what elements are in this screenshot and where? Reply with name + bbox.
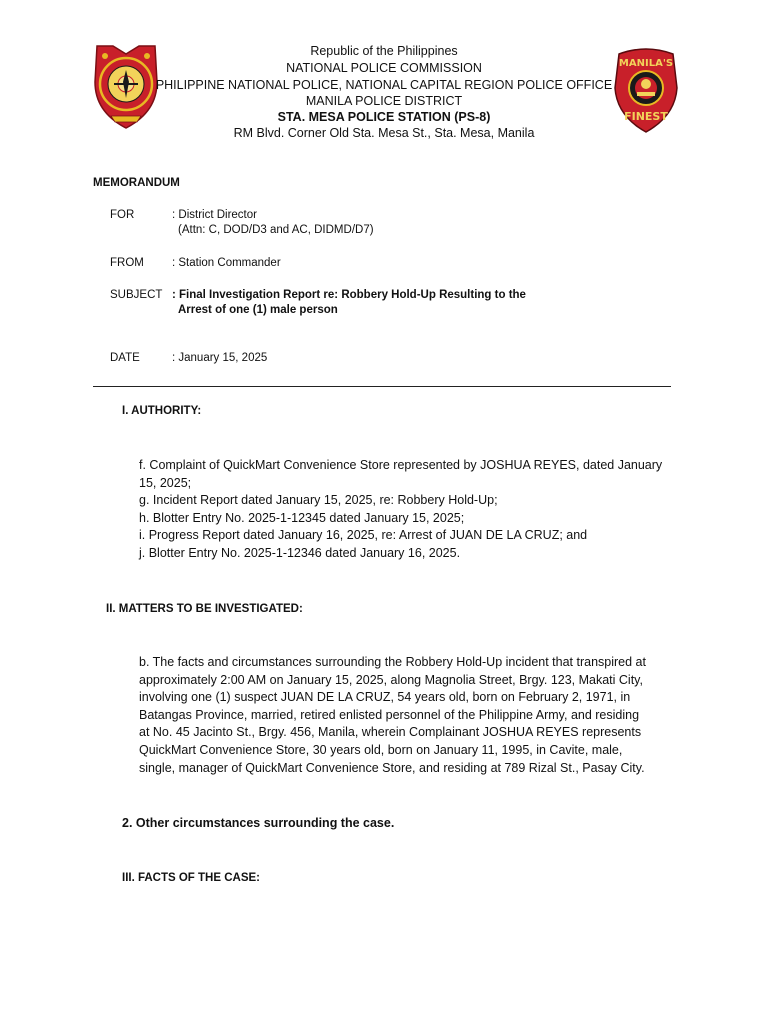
- matters-line: Batangas Province, married, retired enlisted personnel of the Philippine Army, and residing: [139, 707, 640, 722]
- matters-line: involving one (1) suspect JUAN DE LA CRUZ, 54 years old, born on February 2, 1971, in: [139, 690, 631, 705]
- right-logo-text-top: MANILA'S: [618, 58, 674, 69]
- header-line-mpd: MANILA POLICE DISTRICT: [305, 94, 463, 108]
- header-line-republic: Republic of the Philippines: [310, 44, 458, 58]
- subject-line-1: : Final Investigation Report re: Robbery Hold-Up Resulting to the: [172, 289, 526, 301]
- matters-line: QuickMart Convenience Store, 30 years old, born on January 11, 1995, in Cavite, male,: [139, 742, 623, 757]
- authority-list: [139, 457, 679, 563]
- header-line-napolcom: NATIONAL POLICE COMMISSION: [286, 61, 482, 75]
- authority-line: j. Blotter Entry No. 2025-1-12346 dated January 16, 2025.: [139, 545, 461, 560]
- authority-line: 15, 2025;: [139, 475, 192, 490]
- facts-heading: III. FACTS OF THE CASE:: [122, 872, 261, 884]
- date-value: : January 15, 2025: [172, 352, 268, 364]
- header-line-address: RM Blvd. Corner Old Sta. Mesa St., Sta. Mesa, Manila: [233, 126, 535, 140]
- subject-label: SUBJECT: [110, 289, 163, 301]
- matters-line: approximately 2:00 AM on January 15, 2025, along Magnolia Street, Brgy. 123, Makati City,: [139, 672, 643, 687]
- authority-line: h. Blotter Entry No. 2025-1-12345 dated January 15, 2025;: [139, 510, 465, 525]
- for-attn: (Attn: C, DOD/D3 and AC, DIDMD/D7): [178, 224, 374, 236]
- from-label: FROM: [110, 257, 144, 269]
- authority-line: f. Complaint of QuickMart Convenience Store represented by JOSHUA REYES, dated January: [139, 458, 663, 472]
- matters-heading: II. MATTERS TO BE INVESTIGATED:: [106, 603, 303, 615]
- from-value: : Station Commander: [172, 257, 281, 269]
- matters-paragraph: [139, 654, 684, 777]
- matters-line: single, manager of QuickMart Convenience Store, and residing at 789 Rizal St., Pasay City.: [139, 760, 645, 775]
- authority-heading: I. AUTHORITY:: [122, 405, 202, 417]
- authority-line: g. Incident Report dated January 15, 2025, re: Robbery Hold-Up;: [139, 493, 498, 508]
- date-label: DATE: [110, 352, 140, 364]
- header-line-station: STA. MESA POLICE STATION (PS-8): [277, 110, 491, 124]
- memo-title: MEMORANDUM: [93, 177, 180, 189]
- subject-line-2: Arrest of one (1) male person: [178, 304, 338, 316]
- matters-line: at No. 45 Jacinto St., Brgy. 456, Manila, wherein Complainant JOSHUA REYES represents: [139, 725, 642, 740]
- matters-line: b. The facts and circumstances surrounding the Robbery Hold-Up incident that transpired at: [139, 655, 646, 669]
- for-value: : District Director: [172, 209, 257, 221]
- header-line-pnp-ncrpo: PHILIPPINE NATIONAL POLICE, NATIONAL CAPITAL REGION POLICE OFFICE: [155, 78, 613, 92]
- for-label: FOR: [110, 209, 135, 221]
- header-divider: [93, 386, 671, 387]
- right-logo-text-bottom: FINEST: [624, 110, 668, 123]
- other-circumstances-heading: 2. Other circumstances surrounding the case.: [122, 816, 395, 830]
- authority-line: i. Progress Report dated January 16, 2025, re: Arrest of JUAN DE LA CRUZ; and: [139, 528, 588, 543]
